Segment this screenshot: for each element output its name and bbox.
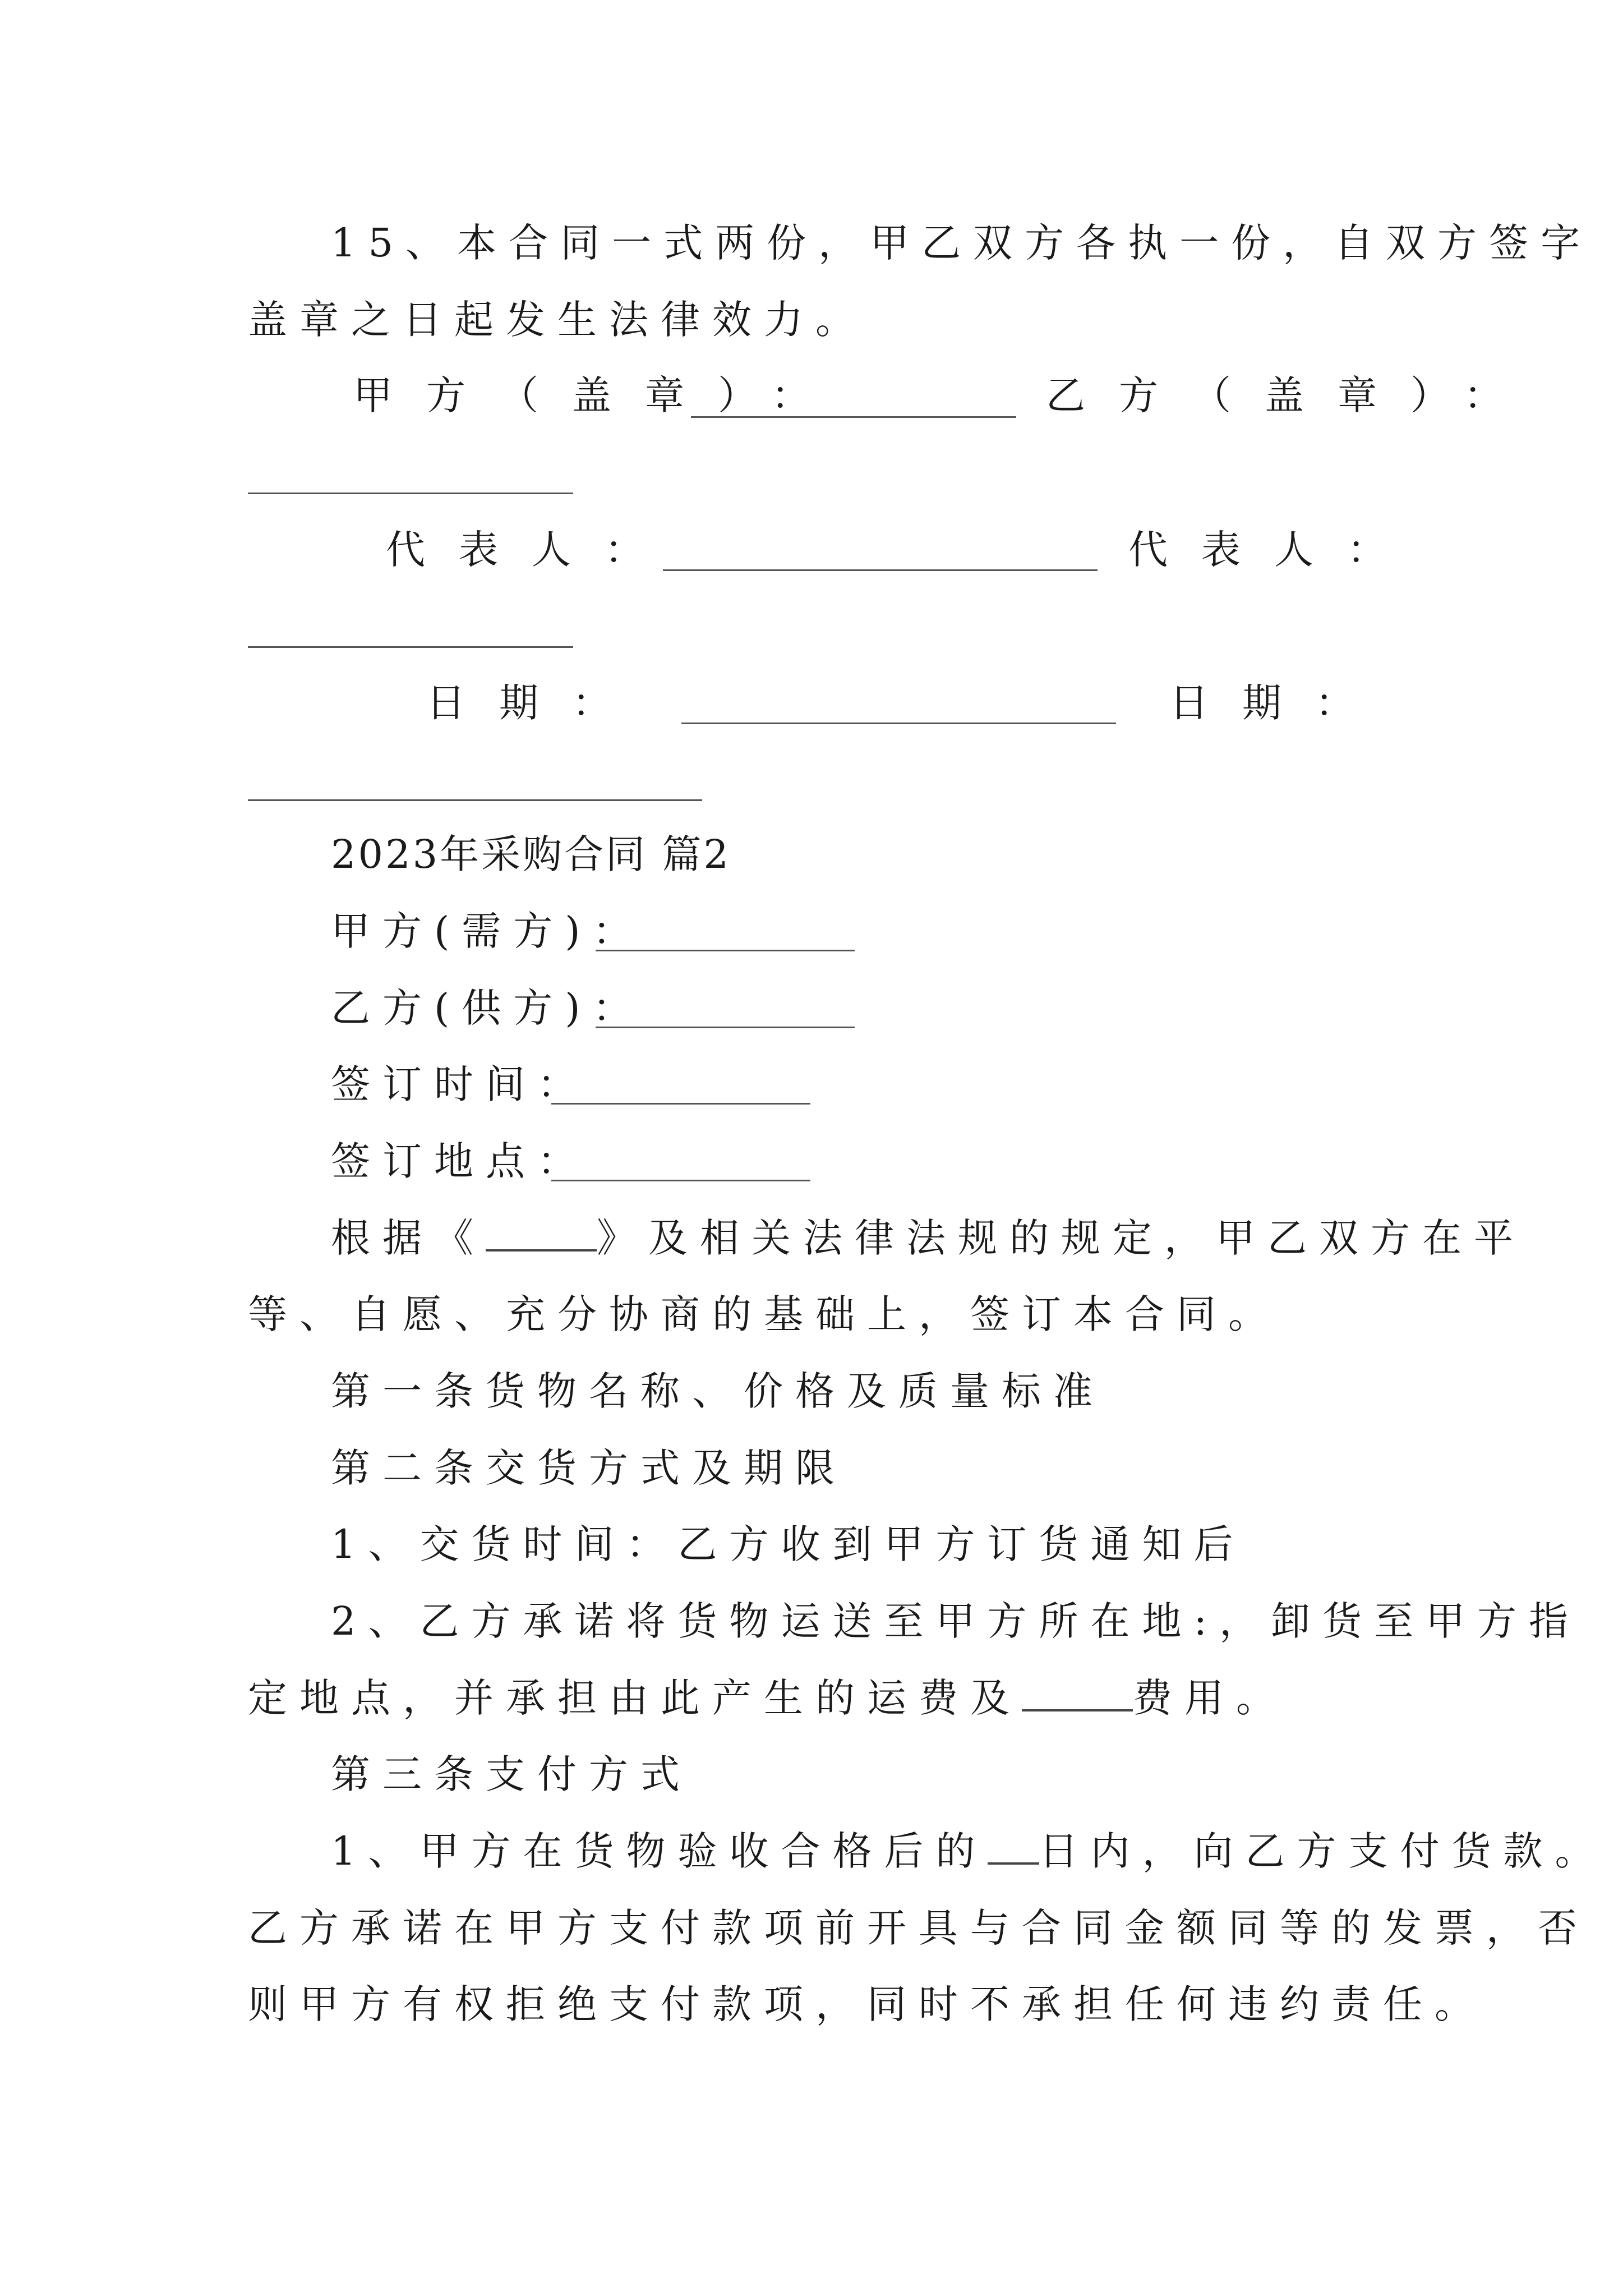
contract-heading: 2023年采购合同 篇2 bbox=[331, 831, 731, 877]
clause-15-line1: 15、本合同一式两份，甲乙双方各执一份，自双方签字 bbox=[331, 220, 1593, 266]
delivery-item-1: 1、交货时间：乙方收到甲方订货通知后 bbox=[331, 1521, 1246, 1567]
payment-item-1-line1 bbox=[331, 1828, 1607, 1874]
date-left-label: 日期： bbox=[426, 680, 645, 726]
party-a-seal-label: 甲方（盖章）： bbox=[353, 372, 844, 418]
payment-item-1-line2: 乙方承诺在甲方支付款项前开具与合同金额同等的发票，否 bbox=[248, 1905, 1589, 1951]
intro-text-end: 》及相关法律法规的规定，甲乙双方在平 bbox=[597, 1215, 1525, 1261]
payment-text-start: 1、甲方在货物验收合格后的 bbox=[331, 1828, 988, 1874]
law-name-blank bbox=[486, 1244, 597, 1251]
intro-line1 bbox=[331, 1215, 1525, 1261]
sign-place-label: 签订地点： bbox=[331, 1138, 589, 1184]
delivery-text-end: 费用。 bbox=[1133, 1675, 1288, 1721]
sign-place-blank bbox=[551, 1180, 810, 1181]
delivery-item-2-line1: 2、乙方承诺将货物运送至甲方所在地:，卸货至甲方指 bbox=[331, 1598, 1581, 1644]
party-a-seal-blank bbox=[691, 416, 1016, 418]
seller-blank bbox=[596, 1027, 855, 1028]
date-left-blank bbox=[681, 723, 1116, 724]
rep-left-blank bbox=[663, 569, 1098, 571]
days-blank bbox=[988, 1857, 1039, 1865]
date-right-label: 日期： bbox=[1169, 680, 1388, 726]
sign-time-label: 签订时间： bbox=[331, 1061, 589, 1107]
rep-right-label: 代表人： bbox=[1128, 527, 1420, 573]
rep-left-label: 代表人： bbox=[386, 527, 677, 573]
payment-item-1-line3: 则甲方有权拒绝支付款项，同时不承担任何违约责任。 bbox=[248, 1981, 1486, 2027]
article-2-heading: 第二条交货方式及期限 bbox=[331, 1445, 847, 1491]
payment-text-end: 日内，向乙方支付货款。 bbox=[1039, 1828, 1607, 1874]
fee-blank bbox=[1022, 1704, 1133, 1711]
rep-right-blank bbox=[248, 646, 573, 648]
date-right-blank bbox=[248, 799, 702, 801]
buyer-label: 甲方(需方)： bbox=[331, 908, 644, 954]
article-1-heading: 第一条货物名称、价格及质量标准 bbox=[331, 1368, 1105, 1414]
delivery-item-2-line2 bbox=[248, 1675, 1288, 1721]
buyer-blank bbox=[596, 950, 855, 951]
seller-label: 乙方(供方)： bbox=[331, 985, 644, 1031]
clause-15-line2: 盖章之日起发生法律效力。 bbox=[248, 297, 867, 343]
party-b-seal-label: 乙方（盖章）： bbox=[1046, 372, 1537, 418]
intro-text-start: 根据《 bbox=[331, 1215, 486, 1261]
party-b-seal-blank bbox=[248, 493, 573, 494]
sign-time-blank bbox=[551, 1103, 810, 1105]
intro-line2: 等、自愿、充分协商的基础上，签订本合同。 bbox=[248, 1291, 1280, 1337]
article-3-heading: 第三条支付方式 bbox=[331, 1751, 692, 1797]
delivery-text-start: 定地点，并承担由此产生的运费及 bbox=[248, 1675, 1022, 1721]
